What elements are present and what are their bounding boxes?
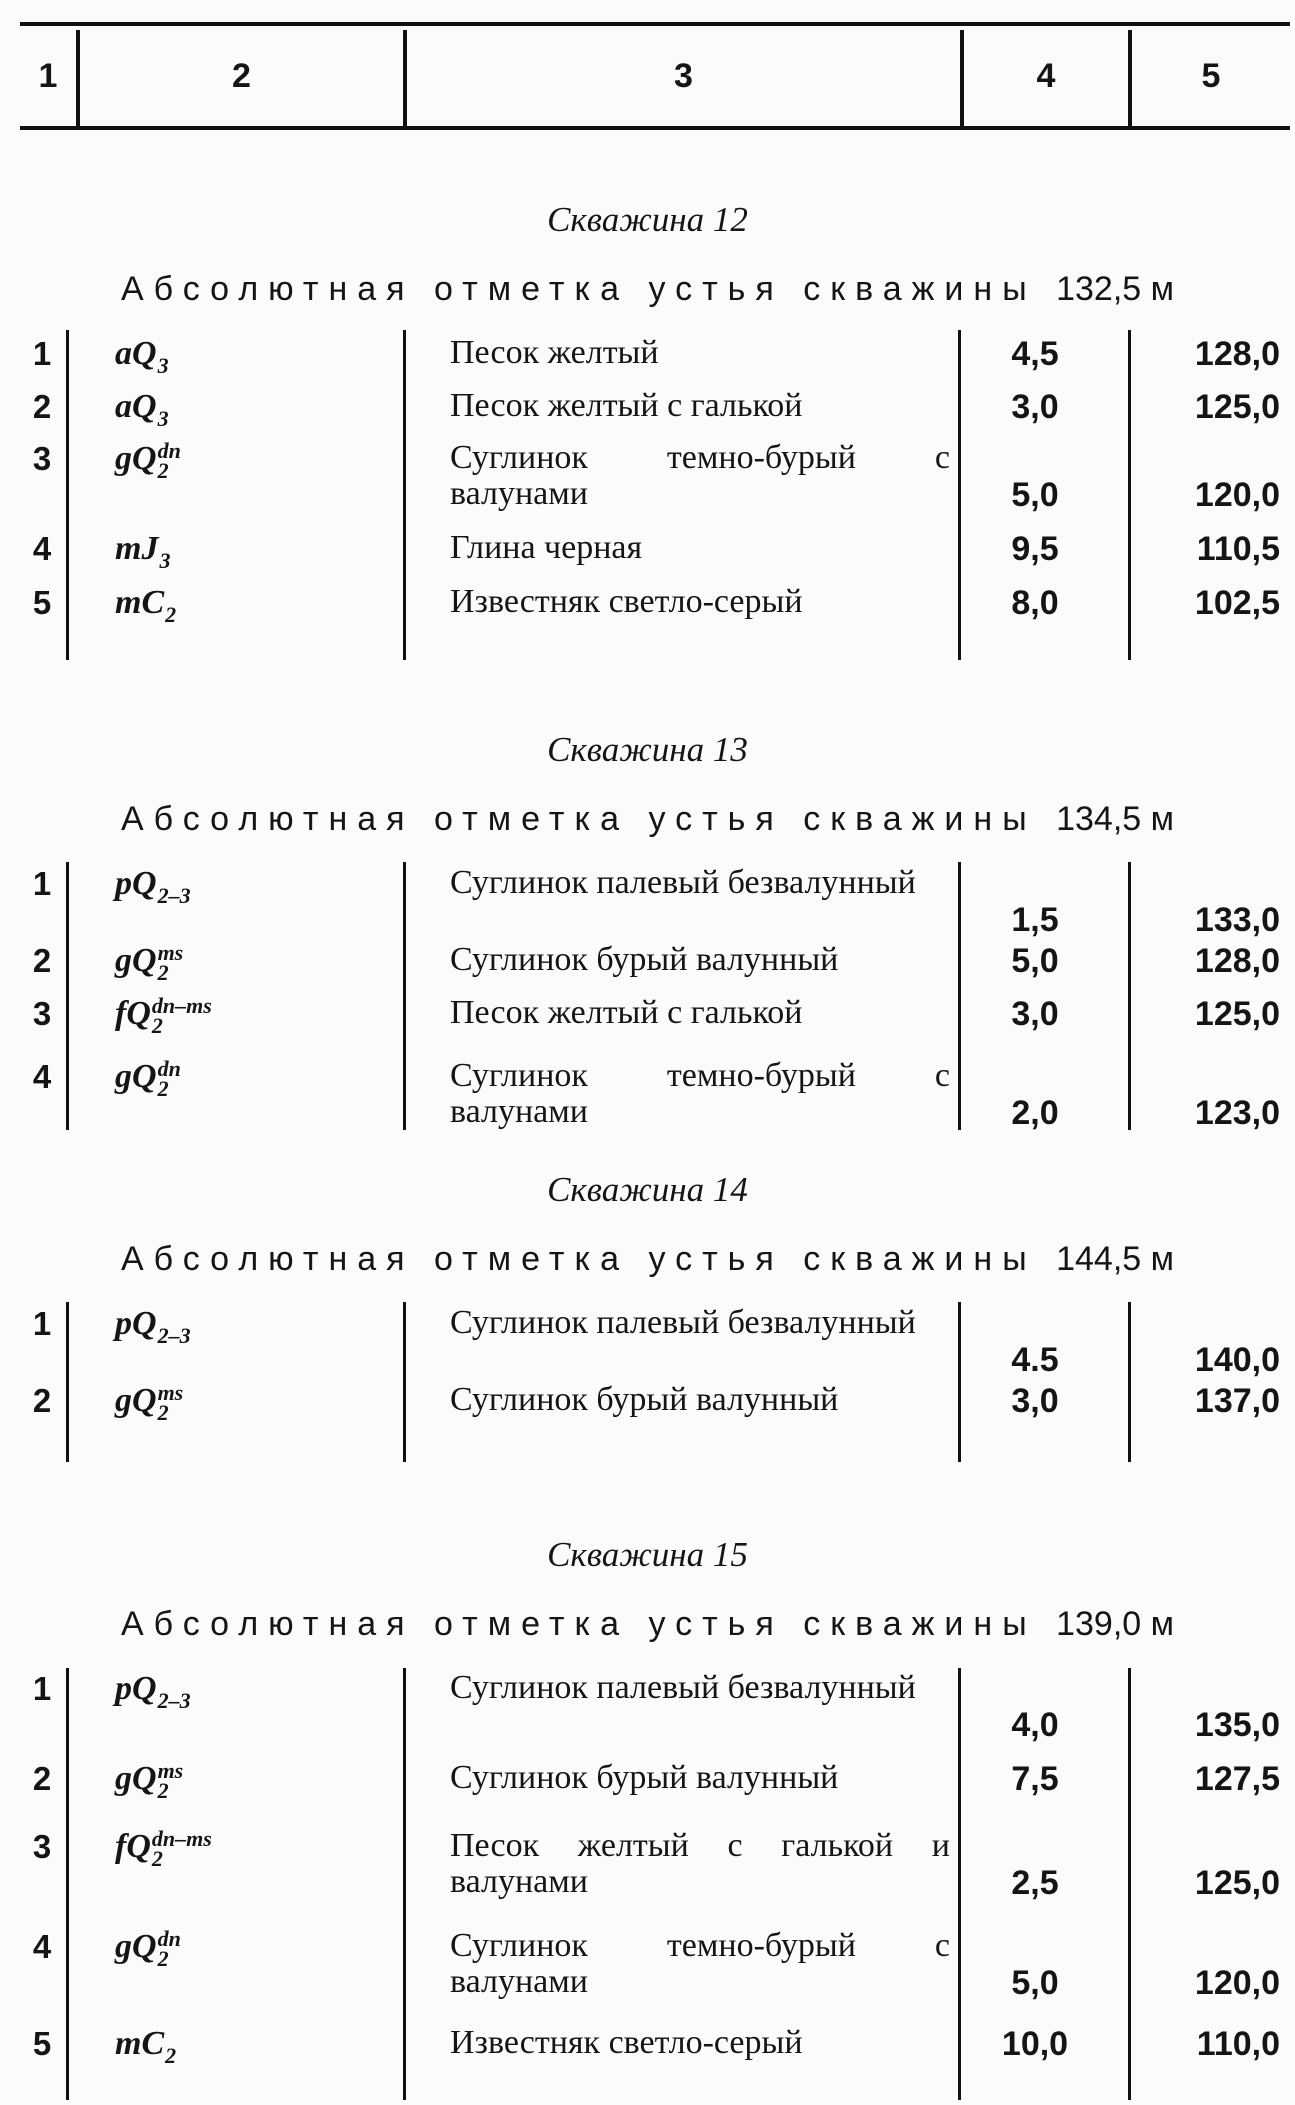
index-sup: ms	[157, 940, 184, 966]
index-main: pQ	[115, 1670, 157, 1707]
layer-thickness: 5,0	[1011, 476, 1059, 514]
index-main: gQ	[115, 1928, 157, 1965]
elevation-line	[0, 1605, 1295, 1644]
geologic-index	[115, 584, 177, 628]
description-text: Глина черная	[450, 529, 643, 566]
layer-number: 3	[32, 995, 52, 1032]
index-sub: 2	[165, 602, 177, 628]
index-main: aQ	[115, 335, 157, 372]
layer-base-elevation: 110,0	[1196, 2025, 1280, 2063]
header-col-2: 2	[232, 56, 251, 95]
header-col-4: 4	[1036, 56, 1056, 95]
geologic-index	[115, 2025, 177, 2069]
col-line-3	[958, 1668, 961, 2100]
index-sub: 2	[157, 1076, 169, 1102]
index-sub: 2	[157, 1778, 169, 1804]
index-subsup	[165, 585, 177, 628]
geologic-index	[115, 1758, 184, 1804]
layer-description	[410, 584, 950, 620]
index-main: aQ	[115, 388, 157, 425]
layer-thickness: 5,0	[1011, 1964, 1059, 2002]
layer-number: 1	[32, 865, 52, 902]
elevation-value: 134,5 м	[1056, 800, 1174, 838]
description-text: Суглинок темно-бурый с валунами	[450, 1057, 950, 1130]
geologic-index	[115, 1305, 191, 1349]
layer-number: 1	[32, 335, 52, 372]
layer-description	[410, 1928, 950, 2000]
layer-number: 2	[32, 942, 52, 979]
layer-base-elevation: 135,0	[1194, 1706, 1280, 1744]
layer-description	[410, 942, 950, 978]
index-subsup	[157, 1671, 191, 1714]
index-sub: 3	[159, 548, 171, 574]
well-title: Скважина 13	[547, 730, 748, 769]
index-subsup	[157, 1306, 191, 1349]
index-sup: ms	[157, 1758, 184, 1784]
layer-thickness: 4,5	[1011, 335, 1059, 373]
layer-number: 5	[32, 584, 52, 621]
index-main: gQ	[115, 942, 157, 979]
layer-base-elevation: 120,0	[1194, 476, 1280, 514]
index-sup: dn–ms	[151, 1826, 212, 1852]
layer-thickness: 4,0	[1011, 1706, 1059, 1744]
layer-number: 2	[32, 388, 52, 425]
layer-number: 1	[32, 1305, 52, 1342]
geologic-index	[115, 993, 212, 1039]
layer-description	[410, 1382, 950, 1418]
geologic-index	[115, 940, 184, 986]
index-main: fQ	[115, 1828, 151, 1865]
index-sub: 2	[157, 1400, 169, 1426]
col-line-3	[958, 330, 961, 660]
index-main: gQ	[115, 440, 157, 477]
layer-description	[410, 440, 950, 512]
index-subsup	[151, 993, 212, 1039]
layer-base-elevation: 125,0	[1194, 388, 1280, 426]
layer-thickness: 1,5	[1011, 901, 1059, 939]
elevation-value: 144,5 м	[1056, 1240, 1174, 1278]
layer-base-elevation: 123,0	[1194, 1094, 1280, 1132]
description-text: Песок желтый с галькой	[450, 994, 803, 1031]
layer-thickness: 3,0	[1011, 388, 1059, 426]
index-main: gQ	[115, 1058, 157, 1095]
layer-base-elevation: 120,0	[1194, 1964, 1280, 2002]
index-sub: 2	[151, 1846, 163, 1872]
layer-thickness: 3,0	[1011, 1382, 1059, 1420]
description-text: Суглинок бурый валунный	[450, 1759, 839, 1796]
index-sup: dn	[157, 1056, 181, 1082]
index-main: gQ	[115, 1382, 157, 1419]
description-text: Суглинок палевый безвалунный	[450, 864, 916, 901]
index-main: pQ	[115, 1305, 157, 1342]
layer-number: 5	[32, 2025, 52, 2062]
layer-description	[410, 388, 950, 424]
geologic-index	[115, 1926, 181, 1972]
layer-number: 2	[32, 1760, 52, 1797]
layer-number: 1	[32, 1670, 52, 1707]
layer-base-elevation: 125,0	[1194, 1864, 1280, 1902]
col-line-3	[958, 862, 961, 1130]
geologic-index	[115, 865, 191, 909]
layer-thickness: 2,0	[1011, 1094, 1059, 1132]
col-line-4	[1128, 330, 1131, 660]
layer-number: 4	[32, 1058, 52, 1095]
elevation-line	[0, 800, 1295, 839]
layer-description	[410, 1760, 950, 1796]
layer-base-elevation: 133,0	[1194, 901, 1280, 939]
layer-base-elevation: 128,0	[1194, 335, 1280, 373]
layer-base-elevation: 140,0	[1194, 1341, 1280, 1379]
description-text: Суглинок палевый безвалунный	[450, 1304, 916, 1341]
description-text: Песок желтый с галькой	[450, 387, 803, 424]
layer-thickness: 10,0	[1001, 2025, 1069, 2063]
description-text: Суглинок палевый безвалунный	[450, 1669, 916, 1706]
header-col-1: 1	[38, 56, 58, 95]
elevation-line	[0, 270, 1295, 309]
layer-description	[410, 865, 950, 901]
description-text: Песок желтый с галькой и валунами	[450, 1827, 950, 1900]
layer-number: 4	[32, 1928, 52, 1965]
index-sup: dn–ms	[151, 993, 212, 1019]
layer-thickness: 3,0	[1011, 995, 1059, 1033]
layer-thickness: 8,0	[1011, 584, 1059, 622]
col-line-4	[1128, 1668, 1131, 2100]
geologic-index	[115, 335, 169, 379]
index-subsup	[157, 336, 169, 379]
col-line-1	[66, 330, 69, 660]
layer-base-elevation: 128,0	[1194, 942, 1280, 980]
header-col-5: 5	[1201, 56, 1221, 95]
elevation-label: Абсолютная отметка устья скважины	[121, 270, 1057, 308]
layer-thickness: 4.5	[1011, 1341, 1059, 1379]
index-sub: 2	[165, 2043, 177, 2069]
index-main: mC	[115, 584, 165, 621]
layer-base-elevation: 127,5	[1194, 1760, 1280, 1798]
index-sub: 2–3	[157, 1323, 191, 1349]
index-subsup	[165, 2026, 177, 2069]
index-main: mC	[115, 2025, 165, 2062]
elevation-value: 132,5 м	[1056, 270, 1174, 308]
index-sub: 2	[157, 1946, 169, 1972]
index-subsup	[157, 1380, 184, 1426]
index-subsup	[157, 438, 181, 484]
index-sub: 2–3	[157, 1688, 191, 1714]
geologic-index	[115, 530, 171, 574]
geologic-index	[115, 388, 169, 432]
index-subsup	[157, 866, 191, 909]
well-title: Скважина 15	[547, 1535, 748, 1574]
layer-description	[410, 530, 950, 566]
elevation-value: 139,0 м	[1056, 1605, 1174, 1643]
index-sub: 2	[157, 458, 169, 484]
index-sup: dn	[157, 1926, 181, 1952]
index-subsup	[157, 389, 169, 432]
description-text: Известняк светло-серый	[450, 583, 803, 620]
layer-thickness: 5,0	[1011, 942, 1059, 980]
col-line-2	[403, 1668, 406, 2100]
col-line-1	[66, 862, 69, 1130]
col-line-4	[1128, 1302, 1131, 1462]
geologic-index	[115, 1826, 212, 1872]
description-text: Суглинок темно-бурый с валунами	[450, 1927, 950, 2000]
description-text: Суглинок темно-бурый с валунами	[450, 439, 950, 512]
index-main: pQ	[115, 865, 157, 902]
layer-description	[410, 1670, 950, 1706]
index-main: mJ	[115, 530, 159, 567]
layer-description	[410, 2025, 950, 2061]
index-subsup	[157, 1758, 184, 1804]
index-sub: 2	[157, 960, 169, 986]
col-line-1	[66, 1668, 69, 2100]
layer-description	[410, 1828, 950, 1900]
geologic-index	[115, 1056, 181, 1102]
layer-number: 3	[32, 440, 52, 477]
description-text: Суглинок бурый валунный	[450, 1381, 839, 1418]
layer-description	[410, 335, 950, 371]
index-sub: 3	[157, 406, 169, 432]
index-main: gQ	[115, 1760, 157, 1797]
elevation-label: Абсолютная отметка устья скважины	[121, 800, 1057, 838]
index-sup: dn	[157, 438, 181, 464]
layer-thickness: 2,5	[1011, 1864, 1059, 1902]
layer-description	[410, 1058, 950, 1130]
layer-base-elevation: 110,5	[1196, 530, 1280, 568]
index-subsup	[151, 1826, 212, 1872]
layer-description	[410, 995, 950, 1031]
geologic-index	[115, 438, 181, 484]
col-line-4	[1128, 862, 1131, 1130]
description-text: Песок желтый	[450, 334, 659, 371]
layer-number: 4	[32, 530, 52, 567]
index-sup: ms	[157, 1380, 184, 1406]
layer-number: 2	[32, 1382, 52, 1419]
col-line-1	[66, 1302, 69, 1462]
layer-description	[410, 1305, 950, 1341]
index-sub: 2	[151, 1013, 163, 1039]
layer-number: 3	[32, 1828, 52, 1865]
layer-base-elevation: 137,0	[1194, 1382, 1280, 1420]
description-text: Известняк светло-серый	[450, 2024, 803, 2061]
well-title: Скважина 12	[547, 200, 748, 239]
col-line-2	[403, 330, 406, 660]
layer-base-elevation: 125,0	[1194, 995, 1280, 1033]
elevation-line	[0, 1240, 1295, 1279]
index-subsup	[157, 1926, 181, 1972]
layer-thickness: 9,5	[1011, 530, 1059, 568]
layer-thickness: 7,5	[1011, 1760, 1059, 1798]
index-subsup	[157, 1056, 181, 1102]
index-main: fQ	[115, 995, 151, 1032]
col-line-3	[958, 1302, 961, 1462]
index-sub: 3	[157, 353, 169, 379]
elevation-label: Абсолютная отметка устья скважины	[121, 1605, 1057, 1643]
index-subsup	[157, 940, 184, 986]
index-subsup	[159, 531, 171, 574]
geologic-index	[115, 1670, 191, 1714]
col-line-2	[403, 1302, 406, 1462]
index-sub: 2–3	[157, 883, 191, 909]
elevation-label: Абсолютная отметка устья скважины	[121, 1240, 1057, 1278]
layer-base-elevation: 102,5	[1194, 584, 1280, 622]
col-line-2	[403, 862, 406, 1130]
description-text: Суглинок бурый валунный	[450, 941, 839, 978]
geologic-index	[115, 1380, 184, 1426]
header-col-3: 3	[674, 56, 693, 95]
well-title: Скважина 14	[547, 1170, 748, 1209]
